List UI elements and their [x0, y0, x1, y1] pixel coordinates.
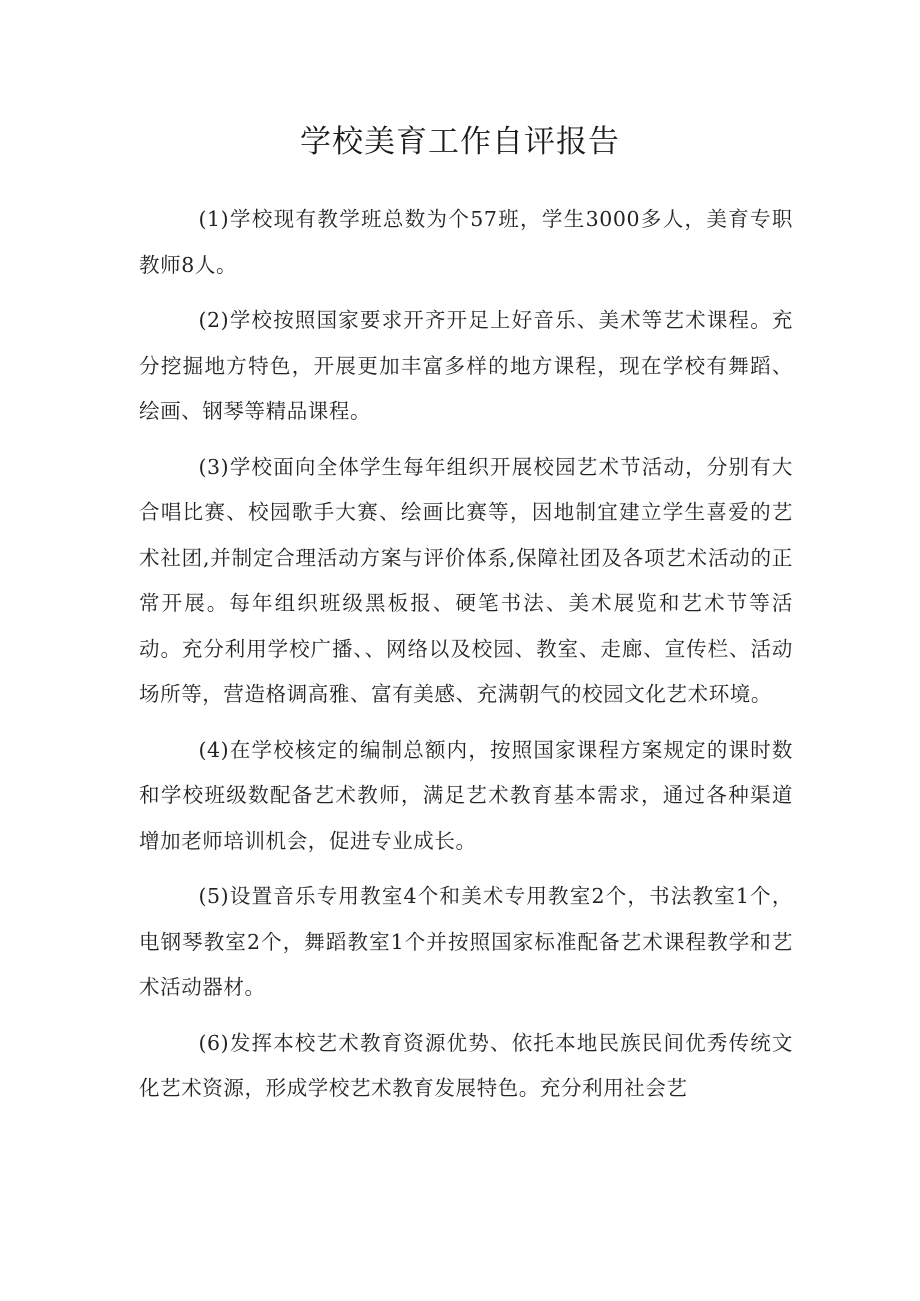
document-title: 学校美育工作自评报告 — [300, 124, 620, 160]
paragraph-6: (6)发挥本校艺术教育资源优势、依托本地民族民间优秀传统文化艺术资源，形成学校艺术教育发展特色。充分利用社会艺 — [139, 1030, 793, 1100]
paragraph-2: (2)学校按照国家要求开齐开足上好音乐、美术等艺术课程。充分挖掘地方特色，开展更加丰富多样的地方课程，现在学校有舞蹈、绘画、钢琴等精品课程。 — [139, 308, 793, 423]
paragraph-1: (1)学校现有教学班总数为个57班，学生3000多人，美育专职教师8人。 — [139, 207, 793, 277]
paragraph-3: (3)学校面向全体学生每年组织开展校园艺术节活动，分别有大合唱比赛、校园歌手大赛、绘画比赛等，因地制宜建立学生喜爱的艺术社团,并制定合理活动方案与评价体系,保障社团及各项艺术活动的正常开展。每年组织班级黑板报、硬笔书法、美术展览和艺术节等活动。充分利用学校广播、、网络以及校园、教室、走廊、宣传栏、活动场所等，营造格调高雅、富有美感、充满朝气的校园文化艺术环境。 — [139, 454, 793, 706]
document-body — [139, 197, 793, 1122]
paragraph-4: (4)在学校核定的编制总额内，按照国家课程方案规定的课时数和学校班级数配备艺术教师，满足艺术教育基本需求，通过各种渠道增加老师培训机会，促进专业成长。 — [139, 737, 793, 853]
paragraph-5: (5)设置音乐专用教室4个和美术专用教室2个，书法教室1个，电钢琴教室2个，舞蹈教室1个并按照国家标准配备艺术课程教学和艺术活动器材。 — [139, 884, 793, 999]
